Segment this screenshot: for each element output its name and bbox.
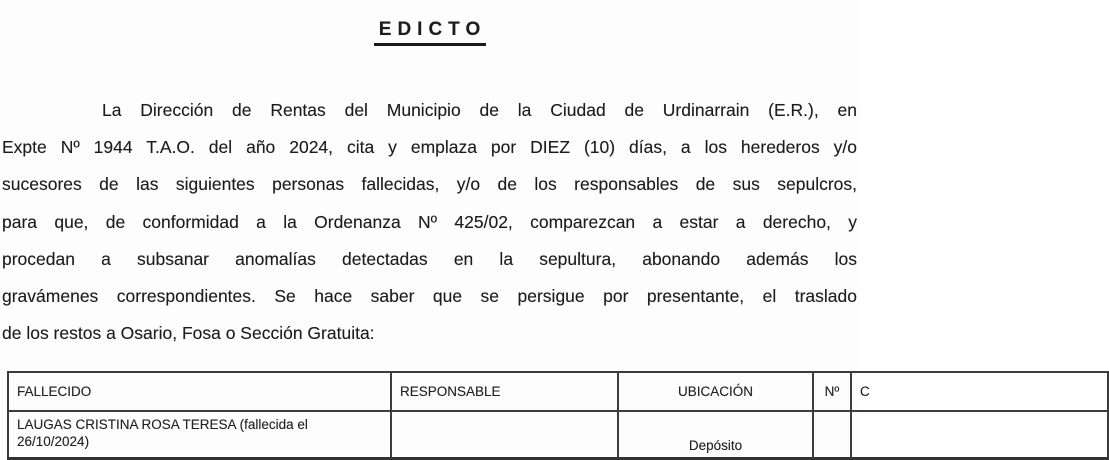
document-title: EDICTO	[374, 19, 486, 46]
column-header-numero: Nº	[813, 372, 851, 411]
paragraph-line: sucesores de las siguientes personas fallecidas, y/o de los responsables de sus sepulcros,	[2, 174, 857, 195]
column-header-responsable: RESPONSABLE	[391, 372, 618, 411]
deceased-table-container	[7, 371, 1107, 460]
edict-body-paragraph	[2, 92, 857, 352]
cell-numero	[813, 411, 851, 459]
cell-ubicacion: Depósito	[618, 411, 813, 459]
column-header-ubicacion: UBICACIÓN	[618, 372, 813, 411]
paragraph-line: procedan a subsanar anomalías detectadas en la sepultura, abonando además los	[2, 248, 857, 269]
paragraph-line: de los restos a Osario, Fosa o Sección Gratuita:	[2, 323, 375, 344]
column-header-fallecido: FALLECIDO	[8, 372, 391, 411]
paragraph-line: gravámenes correspondientes. Se hace saber que se persigue por presentante, el traslado	[2, 286, 857, 307]
table-row	[8, 411, 1108, 459]
paragraph-line: La Dirección de Rentas del Municipio de la Ciudad de Urdinarrain (E.R.), en	[102, 100, 857, 120]
cell-fallecido: LAUGAS CRISTINA ROSA TERESA (fallecida el 26/10/2024)	[8, 411, 391, 459]
deceased-table	[7, 371, 1109, 460]
title-container	[0, 19, 860, 46]
paragraph-line: Expte Nº 1944 T.A.O. del año 2024, cita y emplaza por DIEZ (10) días, a los herederos y/o	[2, 137, 857, 158]
column-header-clipped: C	[851, 372, 1108, 411]
cell-responsable	[391, 411, 618, 459]
cell-clipped	[851, 411, 1108, 459]
paragraph-line: para que, de conformidad a la Ordenanza Nº 425/02, comparezcan a estar a derecho, y	[2, 211, 857, 232]
table-header-row	[8, 372, 1108, 411]
